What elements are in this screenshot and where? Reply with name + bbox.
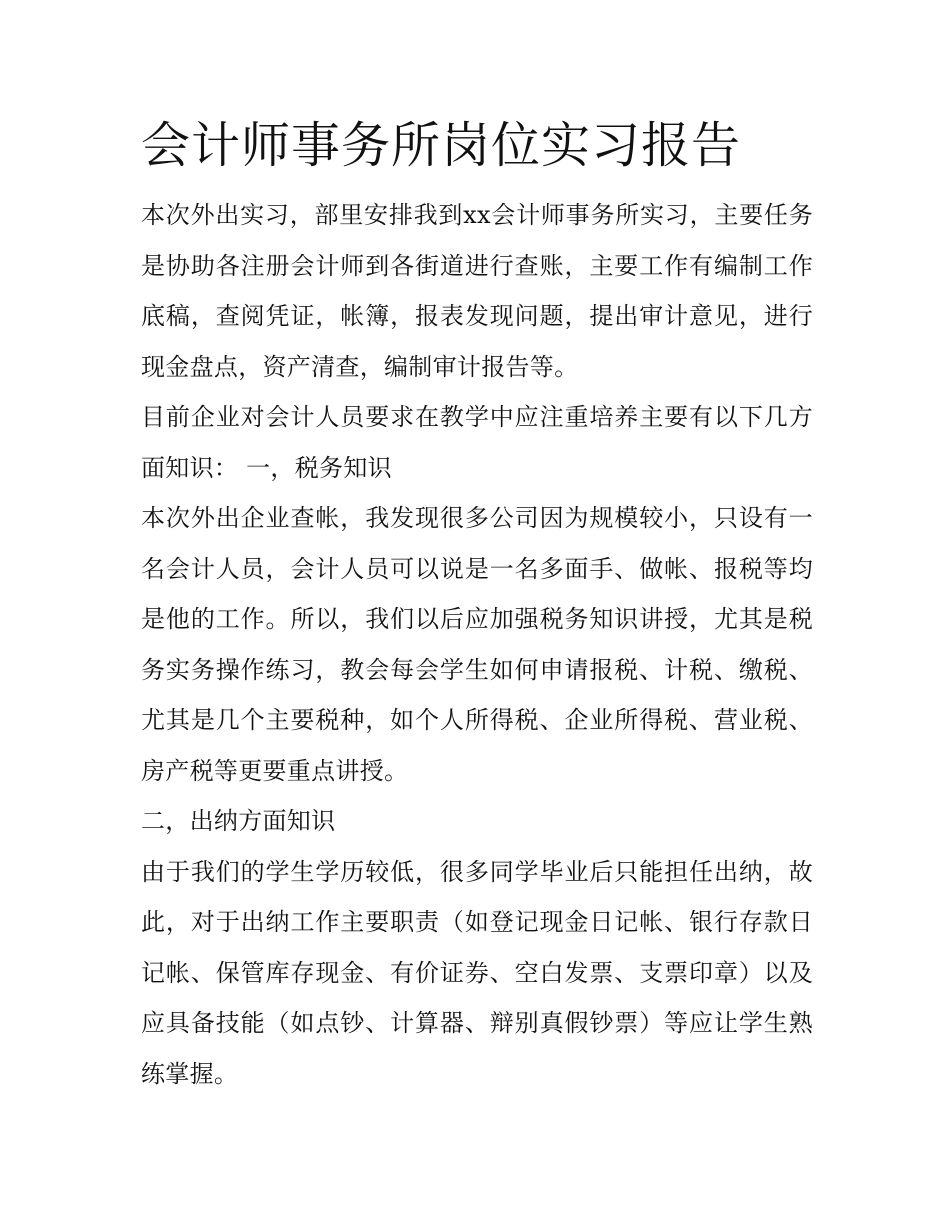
paragraph-internship-overview: 本次外出实习，部里安排我到xx会计师事务所实习，主要任务是协助各注册会计师到各街道进行查账，主要工作有编制工作底稿，查阅凭证，帐簿，报表发现问题，提出审计意见，进行现金盘点，资产清查，编制审计报告等。 xyxy=(141,201,813,381)
section-heading-cashier: 二，出纳方面知识 xyxy=(141,807,336,835)
document-body xyxy=(141,112,813,1099)
paragraph-cashier-knowledge: 由于我们的学生学历较低，很多同学毕业后只能担任出纳，故此，对于出纳工作主要职责（如登记现金日记帐、银行存款日记帐、保管库存现金、有价证券、空白发票、支票印章）以及应具备技能（如点钞、计算器、辩别真假钞票）等应让学生熟练掌握。 xyxy=(141,857,813,1088)
page-title: 会计师事务所岗位实习报告 xyxy=(141,117,742,174)
paragraph-tax-knowledge: 本次外出企业查帐，我发现很多公司因为规模较小，只设有一名会计人员，会计人员可以说是一名多面手、做帐、报税等均是他的工作。所以，我们以后应加强税务知识讲授，尤其是税务实务操作练习，教会每会学生如何申请报税、计税、缴税、尤其是几个主要税种，如个人所得税、企业所得税、营业税、房产税等更要重点讲授。 xyxy=(141,504,813,785)
paragraph-knowledge-intro: 目前企业对会计人员要求在教学中应注重培养主要有以下几方面知识： 一，税务知识 xyxy=(141,403,813,482)
